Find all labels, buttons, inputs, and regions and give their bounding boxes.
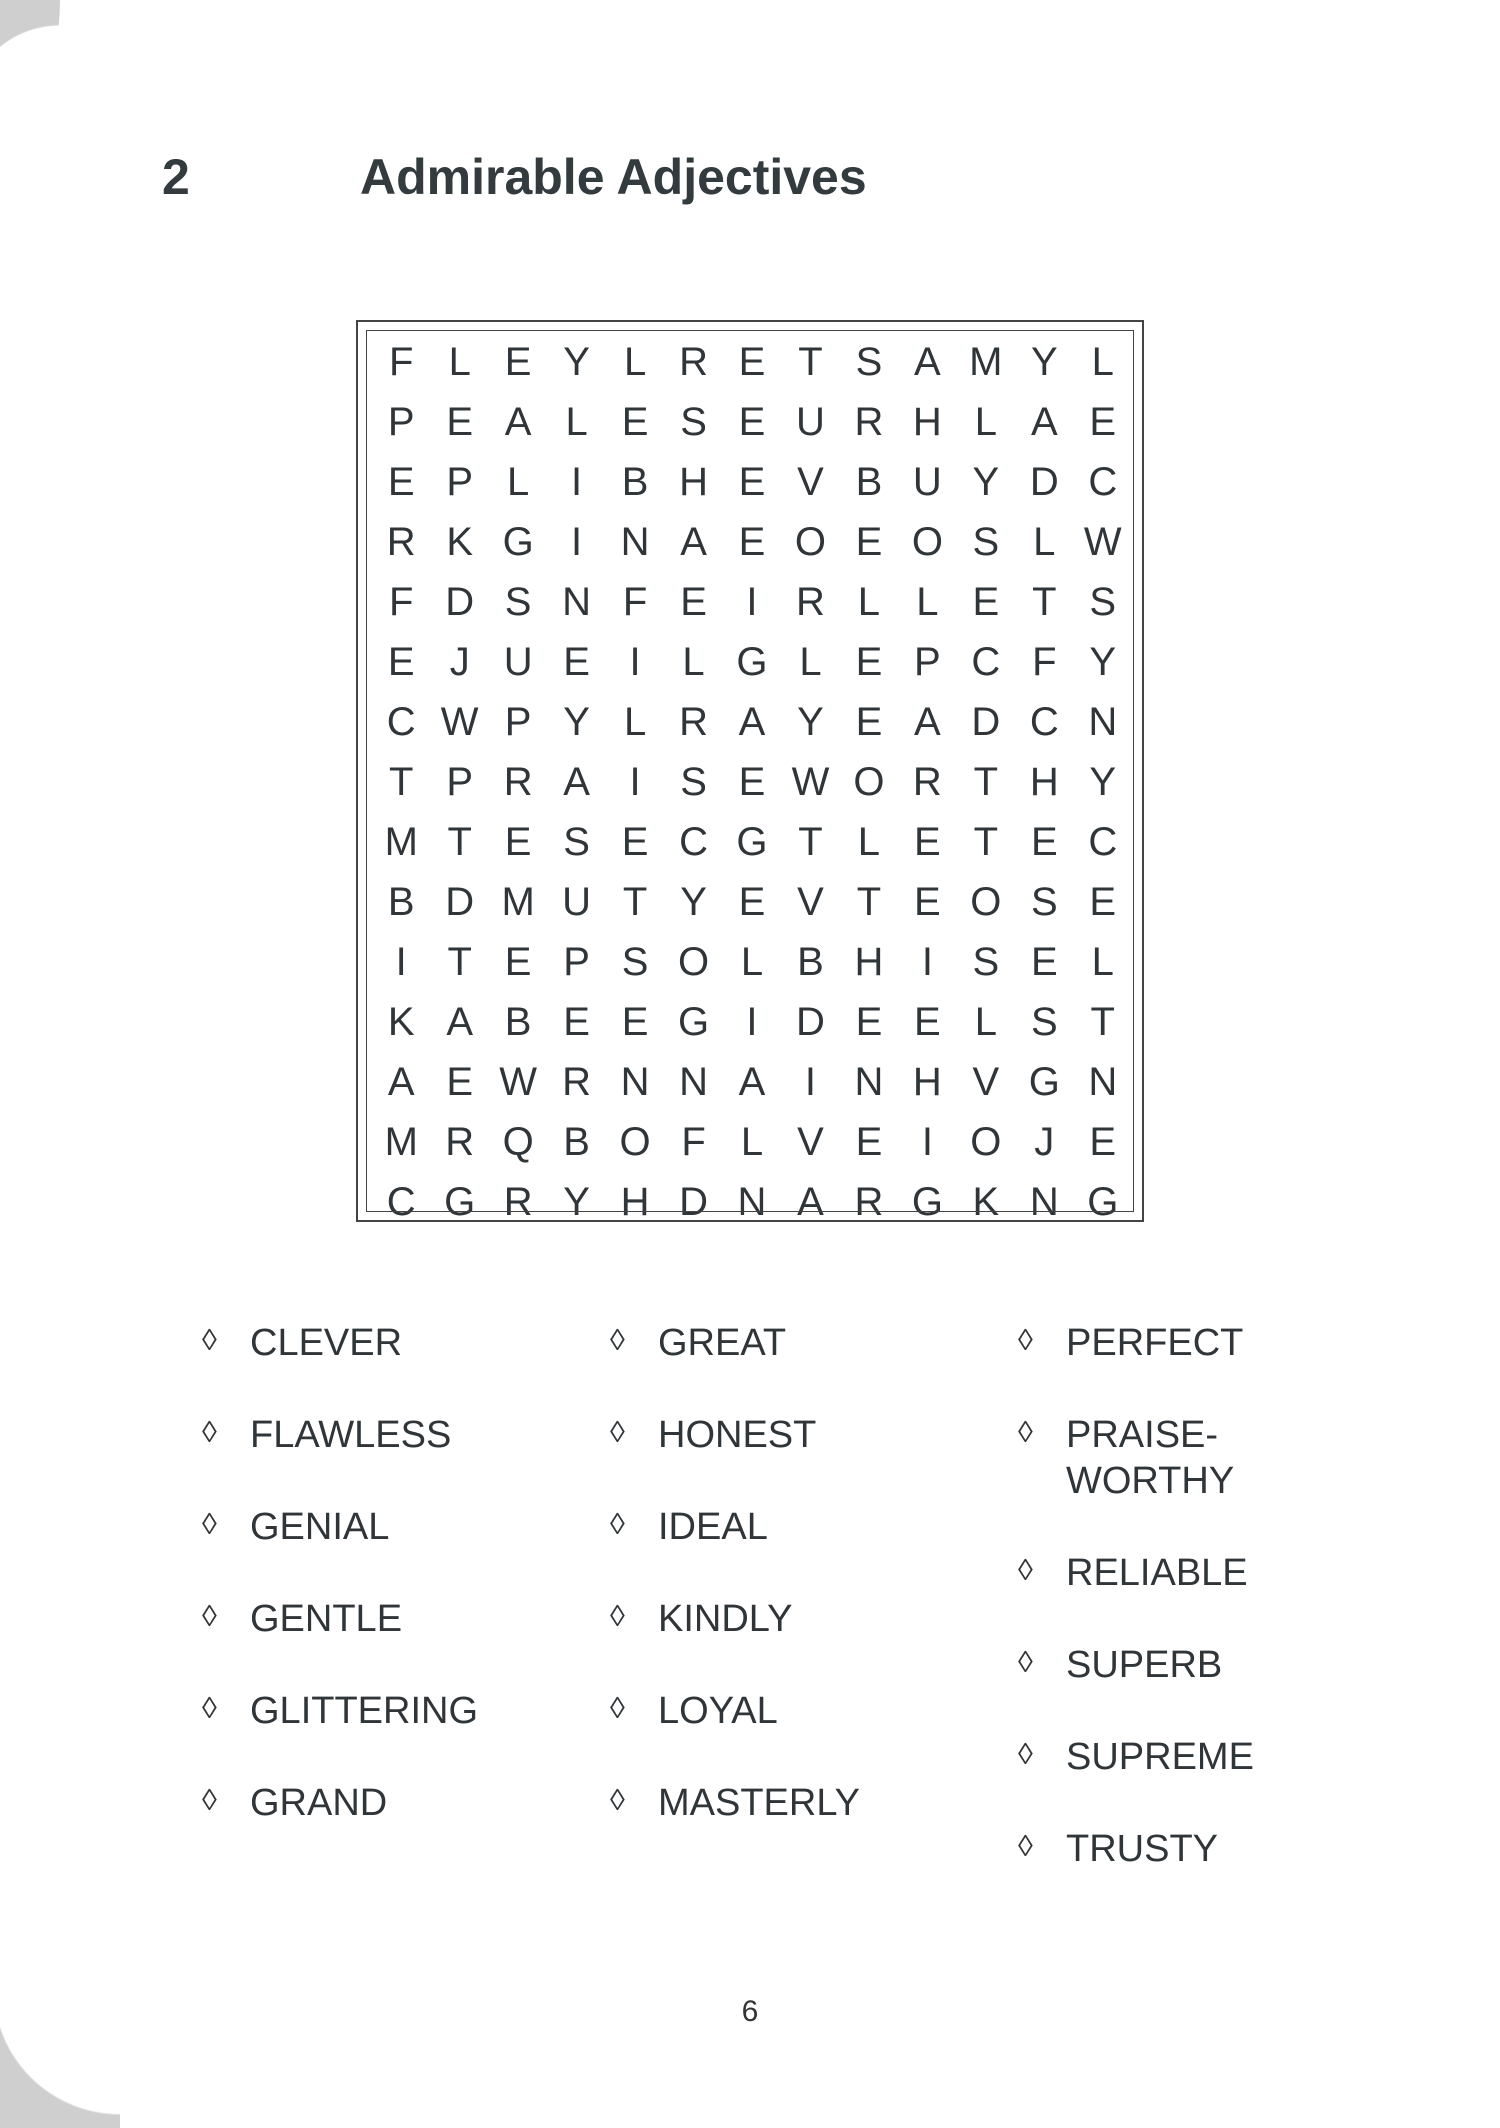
word-label: SUPREME — [1066, 1736, 1254, 1778]
page-title: Admirable Adjectives — [360, 149, 867, 205]
grid-letter: Y — [972, 460, 1000, 504]
grid-letter: K — [446, 520, 474, 564]
grid-letter: O — [619, 1120, 651, 1164]
word-list-item — [610, 1596, 792, 1642]
grid-letter: E — [972, 580, 1000, 624]
grid-letter: I — [921, 1120, 933, 1164]
grid-letter: L — [1033, 520, 1056, 564]
grid-letter: G — [1028, 1060, 1060, 1104]
grid-letter: G — [502, 520, 534, 564]
grid-letter: L — [1091, 940, 1114, 984]
grid-letter: S — [563, 820, 590, 864]
word-list-item — [610, 1320, 786, 1366]
page-number: 6 — [741, 1995, 759, 2028]
grid-letter: R — [562, 1060, 592, 1104]
grid-letter: N — [854, 1060, 884, 1104]
diamond-bullet-icon: ◊ — [1018, 1554, 1033, 1587]
grid-letter: S — [680, 400, 707, 444]
word-list-item — [202, 1504, 389, 1550]
grid-letter: A — [387, 1060, 415, 1104]
grid-letter: G — [1087, 1180, 1119, 1224]
grid-letter: I — [395, 940, 407, 984]
grid-letter: E — [387, 640, 415, 684]
grid-letter: C — [971, 640, 1001, 684]
word-label: KINDLY — [658, 1598, 793, 1640]
grid-letter: L — [507, 460, 530, 504]
grid-letter: H — [912, 1060, 942, 1104]
grid-letter: P — [387, 400, 415, 444]
grid-letter: O — [970, 1120, 1002, 1164]
grid-letter: A — [680, 520, 707, 564]
grid-letter: P — [446, 460, 474, 504]
grid-letter: N — [620, 1060, 650, 1104]
grid-letter: E — [738, 340, 766, 384]
grid-letter: E — [621, 400, 649, 444]
grid-letter: J — [449, 640, 470, 684]
grid-letter: G — [736, 820, 768, 864]
word-label: GENIAL — [250, 1506, 390, 1548]
grid-letter: N — [620, 520, 650, 564]
word-label: GRAND — [250, 1782, 388, 1824]
diamond-bullet-icon: ◊ — [610, 1784, 625, 1817]
grid-letter: U — [912, 460, 942, 504]
grid-letter: T — [973, 820, 999, 864]
puzzle-number: 2 — [162, 149, 190, 205]
grid-letter: F — [622, 580, 648, 624]
grid-letter: E — [914, 880, 941, 924]
grid-letter: S — [621, 940, 649, 984]
grid-letter: G — [444, 1180, 476, 1224]
word-list-item — [1018, 1642, 1222, 1688]
grid-letter: V — [797, 880, 824, 924]
grid-letter: T — [798, 820, 823, 864]
word-label: SUPERB — [1066, 1644, 1223, 1686]
grid-letter: K — [387, 1000, 415, 1044]
diamond-bullet-icon: ◊ — [610, 1324, 625, 1357]
word-list-item — [1018, 1550, 1248, 1596]
grid-letter: S — [1089, 580, 1117, 624]
word-list-item — [202, 1688, 478, 1734]
grid-letter: H — [620, 1180, 650, 1224]
grid-letter: I — [571, 460, 583, 504]
grid-letter: C — [1088, 820, 1118, 864]
word-list-item — [1018, 1320, 1243, 1366]
grid-letter: G — [677, 1000, 710, 1044]
word-list-item — [610, 1688, 778, 1734]
grid-letter: R — [854, 400, 884, 444]
grid-letter: E — [621, 820, 649, 864]
grid-letter: E — [446, 1060, 474, 1104]
grid-letter: D — [679, 1180, 708, 1224]
grid-letter: L — [799, 640, 822, 684]
diamond-bullet-icon: ◊ — [610, 1692, 625, 1725]
grid-letter: Y — [680, 880, 707, 924]
grid-letter: S — [504, 580, 532, 624]
grid-letter: E — [387, 460, 415, 504]
grid-letter: N — [1088, 1060, 1118, 1104]
grid-letter: E — [914, 1000, 941, 1044]
grid-letter: E — [1089, 880, 1117, 924]
grid-letter: S — [680, 760, 707, 804]
grid-letter: R — [679, 700, 708, 744]
word-label: FLAWLESS — [250, 1414, 452, 1456]
grid-letter: T — [856, 880, 882, 924]
grid-letter: Y — [563, 340, 590, 384]
grid-letter: V — [797, 460, 824, 504]
grid-letter: Y — [1030, 340, 1058, 384]
grid-letter: E — [914, 820, 941, 864]
grid-letter: G — [736, 640, 768, 684]
grid-letter: E — [1089, 400, 1117, 444]
grid-letter: E — [855, 640, 883, 684]
grid-letter: M — [501, 880, 535, 924]
grid-letter: E — [738, 520, 766, 564]
grid-letter: N — [562, 580, 592, 624]
diamond-bullet-icon: ◊ — [610, 1600, 625, 1633]
grid-letter: L — [448, 340, 471, 384]
grid-letter: O — [794, 520, 827, 564]
grid-letter: W — [791, 760, 830, 804]
grid-letter: T — [1032, 580, 1057, 624]
grid-letter: H — [912, 400, 942, 444]
grid-letter: U — [503, 640, 533, 684]
grid-letter: O — [911, 520, 943, 564]
diamond-bullet-icon: ◊ — [202, 1784, 217, 1817]
grid-letter: A — [1030, 400, 1058, 444]
grid-letter: L — [682, 640, 705, 684]
grid-letter: Y — [1089, 640, 1117, 684]
grid-letter: G — [911, 1180, 943, 1224]
grid-letter: H — [1029, 760, 1059, 804]
grid-letter: E — [855, 1000, 883, 1044]
diamond-bullet-icon: ◊ — [202, 1416, 217, 1449]
word-list-item — [202, 1320, 402, 1366]
grid-letter: C — [386, 1180, 416, 1224]
word-list-item — [610, 1412, 816, 1458]
word-label: LOYAL — [658, 1690, 778, 1732]
grid-letter: L — [916, 580, 939, 624]
grid-letter: I — [629, 640, 641, 684]
grid-letter: A — [504, 400, 532, 444]
grid-letter: P — [446, 760, 474, 804]
word-list-item — [1018, 1734, 1254, 1780]
grid-letter: I — [804, 1060, 817, 1104]
grid-letter: A — [797, 1180, 824, 1224]
grid-letter: D — [445, 880, 475, 924]
word-list-item — [610, 1504, 768, 1550]
grid-letter: R — [386, 520, 416, 564]
grid-letter: N — [1029, 1180, 1059, 1224]
grid-letter: R — [912, 760, 942, 804]
grid-letter: Y — [797, 700, 824, 744]
grid-letter: T — [973, 760, 999, 804]
grid-letter: F — [1032, 640, 1057, 684]
word-label: RELIABLE — [1066, 1552, 1248, 1594]
grid-letter: O — [677, 940, 710, 984]
grid-letter: U — [562, 880, 592, 924]
diamond-bullet-icon: ◊ — [1018, 1830, 1033, 1863]
grid-letter: I — [571, 520, 583, 564]
grid-letter: W — [1083, 520, 1122, 564]
grid-letter: V — [797, 1120, 824, 1164]
grid-letter: E — [621, 1000, 649, 1044]
grid-letter: J — [1034, 1120, 1055, 1164]
grid-letter: P — [504, 700, 532, 744]
grid-letter: E — [504, 940, 532, 984]
grid-letter: K — [972, 1180, 1000, 1224]
word-label: PERFECT — [1066, 1322, 1244, 1364]
grid-letter: N — [1088, 700, 1118, 744]
grid-letter: Y — [1089, 760, 1117, 804]
grid-letter: L — [623, 700, 647, 744]
word-list-item — [610, 1780, 860, 1826]
grid-letter: N — [679, 1060, 708, 1104]
grid-letter: C — [1088, 460, 1118, 504]
diamond-bullet-icon: ◊ — [1018, 1738, 1033, 1771]
diamond-bullet-icon: ◊ — [1018, 1416, 1033, 1449]
grid-letter: L — [974, 400, 997, 444]
grid-letter: C — [386, 700, 416, 744]
grid-letter: E — [738, 760, 766, 804]
grid-letter: B — [855, 460, 883, 504]
grid-letter: E — [855, 520, 883, 564]
grid-letter: H — [679, 460, 708, 504]
word-search-frame — [356, 320, 1144, 1222]
word-list-item — [202, 1780, 387, 1826]
grid-letter: W — [499, 1060, 538, 1104]
diamond-bullet-icon: ◊ — [1018, 1646, 1033, 1679]
diamond-bullet-icon: ◊ — [610, 1416, 625, 1449]
grid-letter: E — [855, 700, 883, 744]
diamond-bullet-icon: ◊ — [202, 1692, 217, 1725]
grid-letter: L — [740, 940, 764, 984]
grid-letter: E — [1089, 1120, 1117, 1164]
grid-letter: E — [738, 460, 766, 504]
grid-letter: T — [389, 760, 414, 804]
grid-letter: L — [857, 580, 881, 624]
grid-letter: R — [503, 1180, 533, 1224]
grid-letter: M — [384, 1120, 418, 1164]
diamond-bullet-icon: ◊ — [202, 1324, 217, 1357]
grid-letter: E — [680, 580, 707, 624]
grid-letter: F — [389, 580, 414, 624]
grid-letter: E — [738, 400, 766, 444]
grid-letter: O — [970, 880, 1002, 924]
grid-letter: B — [387, 880, 415, 924]
grid-letter: I — [746, 1000, 758, 1044]
grid-letter: S — [1030, 1000, 1058, 1044]
grid-letter: L — [623, 340, 647, 384]
grid-letter: F — [389, 340, 414, 384]
grid-letter: Q — [502, 1120, 534, 1164]
word-label: GLITTERING — [250, 1690, 479, 1732]
grid-letter: C — [679, 820, 708, 864]
grid-letter: L — [1091, 340, 1114, 384]
grid-letter: P — [914, 640, 941, 684]
word-list-item — [1018, 1412, 1234, 1504]
grid-letter: E — [1030, 820, 1058, 864]
grid-letter: S — [972, 940, 1000, 984]
grid-letter: Y — [563, 700, 590, 744]
word-list-item — [1018, 1826, 1218, 1872]
word-label: GENTLE — [250, 1598, 403, 1640]
diamond-bullet-icon: ◊ — [202, 1508, 217, 1541]
grid-letter: T — [1090, 1000, 1115, 1044]
word-label: GREAT — [658, 1322, 787, 1364]
grid-letter: P — [563, 940, 590, 984]
diamond-bullet-icon: ◊ — [1018, 1324, 1033, 1357]
grid-letter: R — [796, 580, 825, 624]
grid-letter: S — [1030, 880, 1058, 924]
grid-letter: W — [440, 700, 479, 744]
grid-letter: D — [971, 700, 1001, 744]
grid-letter: N — [737, 1180, 767, 1224]
grid-letter: E — [1030, 940, 1058, 984]
diamond-bullet-icon: ◊ — [202, 1600, 217, 1633]
grid-letter: L — [740, 1120, 764, 1164]
grid-letter: R — [503, 760, 533, 804]
word-label: MASTERLY — [658, 1782, 861, 1824]
grid-letter: S — [855, 340, 883, 384]
page-corner-top — [0, 0, 60, 120]
word-label: PRAISE- WORTHY — [1066, 1414, 1235, 1502]
grid-letter: A — [738, 700, 766, 744]
grid-letter: E — [504, 340, 532, 384]
word-list-item — [202, 1412, 451, 1458]
grid-letter: E — [563, 1000, 590, 1044]
grid-letter: E — [563, 640, 590, 684]
word-list-item — [202, 1596, 402, 1642]
grid-letter: E — [738, 880, 766, 924]
grid-letter: D — [1029, 460, 1059, 504]
grid-letter: T — [447, 820, 472, 864]
grid-letter: L — [857, 820, 881, 864]
grid-letter: B — [504, 1000, 532, 1044]
grid-letter: O — [853, 760, 885, 804]
grid-letter: B — [797, 940, 824, 984]
grid-letter: U — [796, 400, 825, 444]
grid-letter: A — [914, 340, 941, 384]
grid-letter: T — [798, 340, 823, 384]
grid-letter: E — [855, 1120, 883, 1164]
grid-letter: I — [629, 760, 641, 804]
word-label: HONEST — [658, 1414, 817, 1456]
grid-letter: D — [445, 580, 475, 624]
grid-letter: H — [854, 940, 884, 984]
grid-letter: A — [563, 760, 590, 804]
diamond-bullet-icon: ◊ — [610, 1508, 625, 1541]
grid-letter: I — [746, 580, 758, 624]
grid-letter: R — [679, 340, 708, 384]
word-search-grid — [372, 332, 1132, 1232]
grid-letter: L — [565, 400, 588, 444]
grid-letter: R — [854, 1180, 884, 1224]
grid-letter: R — [445, 1120, 475, 1164]
grid-letter: L — [974, 1000, 997, 1044]
word-label: CLEVER — [250, 1322, 403, 1364]
grid-letter: E — [504, 820, 532, 864]
grid-letter: A — [738, 1060, 766, 1104]
grid-letter: B — [621, 460, 649, 504]
grid-letter: Y — [563, 1180, 590, 1224]
grid-letter: A — [446, 1000, 474, 1044]
grid-letter: B — [563, 1120, 590, 1164]
grid-letter: V — [972, 1060, 1000, 1104]
grid-letter: M — [969, 340, 1003, 384]
grid-letter: T — [622, 880, 648, 924]
word-label: IDEAL — [658, 1506, 768, 1548]
grid-letter: E — [446, 400, 474, 444]
grid-letter: C — [1029, 700, 1059, 744]
grid-letter: D — [796, 1000, 825, 1044]
grid-letter: A — [914, 700, 941, 744]
grid-letter: T — [447, 940, 472, 984]
grid-letter: I — [921, 940, 933, 984]
grid-letter: M — [384, 820, 418, 864]
word-label: TRUSTY — [1066, 1828, 1218, 1870]
grid-letter: S — [972, 520, 1000, 564]
grid-letter: F — [681, 1120, 706, 1164]
